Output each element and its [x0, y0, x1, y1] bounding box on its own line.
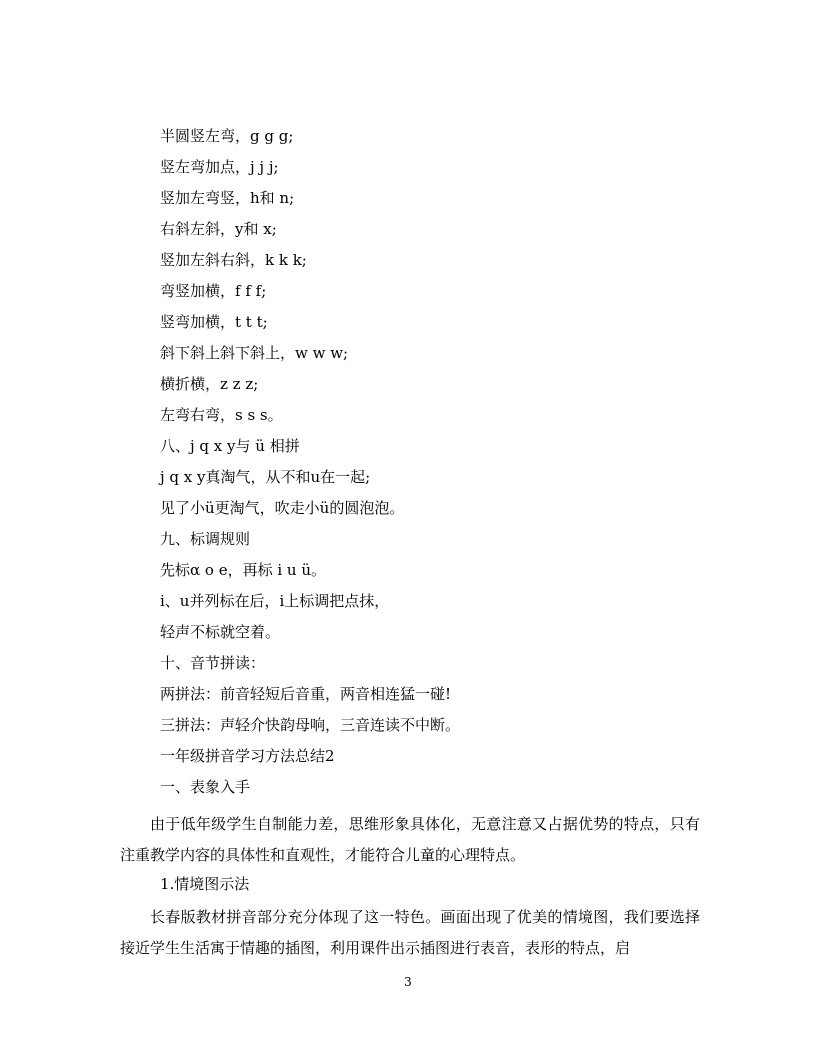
method-heading: 1.情境图示法	[160, 875, 250, 893]
stroke-rule-z: 横折横，z z z;	[160, 375, 259, 393]
tone-rule-line-2: i、u并列标在后，i上标调把点抹，	[160, 592, 390, 610]
page-number: 3	[404, 975, 412, 989]
rhyme-line-1: j q x y真淘气，从不和u在一起;	[160, 468, 371, 486]
two-part-spelling-rule: 两拼法：前音轻短后音重，两音相连猛一碰!	[160, 685, 452, 703]
stroke-rule-h-n: 竖加左弯竖，h和 n;	[160, 189, 295, 207]
three-part-spelling-rule: 三拼法：声轻介快韵母响，三音连读不中断。	[160, 716, 461, 734]
stroke-rule-k: 竖加左斜右斜，k k k;	[160, 251, 307, 269]
section-heading-9: 九、标调规则	[160, 530, 251, 548]
stroke-rule-t: 竖弯加横，t t t;	[160, 313, 268, 331]
stroke-rule-y-x: 右斜左斜，y和 x;	[160, 220, 277, 238]
tone-rule-line-1: 先标α o e，再标 i u ü。	[160, 561, 326, 579]
stroke-rule-g: 半圆竖左弯，g g g;	[160, 127, 294, 145]
section-heading-8: 八、j q x y与 ü 相拼	[160, 437, 300, 455]
stroke-rule-s: 左弯右弯，s s s。	[160, 406, 283, 424]
stroke-rule-f: 弯竖加横，f f f;	[160, 282, 267, 300]
section-heading-1: 一、表象入手	[160, 778, 251, 796]
paragraph-intro: 由于低年级学生自制能力差，思维形象具体化，无意注意又占据优势的特点，只有注重教学内容的具体性和直观性，才能符合儿童的心理特点。	[120, 815, 700, 864]
summary-title: 一年级拼音学习方法总结2	[160, 747, 335, 765]
tone-rule-line-3: 轻声不标就空着。	[160, 623, 281, 641]
paragraph-method: 长春版教材拼音部分充分体现了这一特色。画面出现了优美的情境图，我们要选择接近学生生活寓于情趣的插图，利用课件出示插图进行表音，表形的特点，启	[120, 908, 700, 957]
stroke-rule-w: 斜下斜上斜下斜上，w w w;	[160, 344, 349, 362]
section-heading-10: 十、音节拼读：	[160, 654, 266, 672]
stroke-rule-j: 竖左弯加点，j j j;	[160, 158, 279, 176]
rhyme-line-2: 见了小ü更淘气，吹走小ü的圆泡泡。	[160, 499, 405, 517]
